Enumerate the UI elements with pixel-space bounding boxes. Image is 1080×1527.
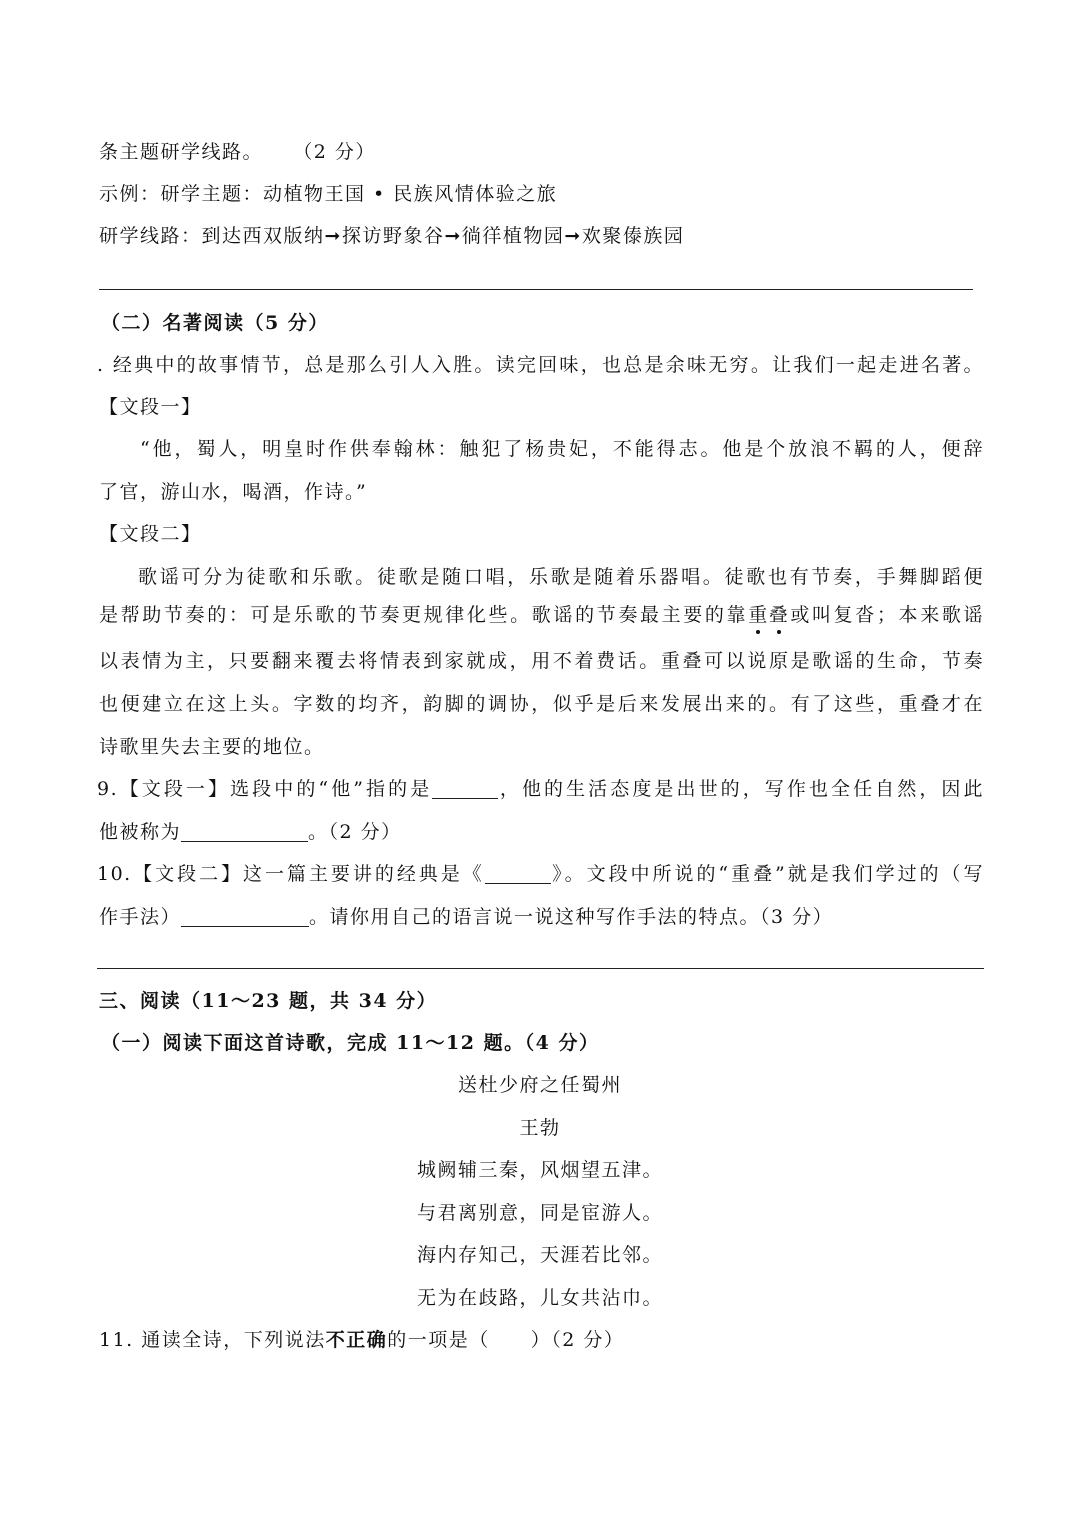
route-prefix: 研学线路：到达西双版纳	[99, 225, 325, 247]
question-text: 11. 通读全诗，下列说法	[99, 1329, 326, 1351]
question-text: 的一项是（ ）（2 分）	[387, 1329, 625, 1351]
answer-blank[interactable]	[485, 863, 551, 884]
segment-two-line: 也便建立在这上头。字数的均齐，韵脚的调协，似乎是后来发展出来的。有了这些，重叠才在	[99, 693, 984, 715]
task-score: （2 分）	[293, 141, 376, 163]
segment-one-title: 【文段一】	[99, 396, 202, 418]
divider	[99, 289, 973, 290]
task-text: 条主题研学线路。	[99, 141, 264, 163]
poem-line: 无为在歧路，儿女共沾巾。	[416, 1287, 663, 1309]
segment-two-line: 歌谣可分为徒歌和乐歌。徒歌是随口唱，乐歌是随着乐器唱。徒歌也有节奏，手舞脚蹈便	[138, 566, 984, 588]
example-line: 示例：研学主题：动植物王国 • 民族风情体验之旅	[99, 183, 558, 205]
divider	[97, 968, 984, 969]
poem-title: 送杜少府之任蜀州	[457, 1074, 622, 1096]
question-text: 作手法）	[99, 906, 182, 928]
poem-author: 王勃	[519, 1117, 561, 1139]
segment-two-text: 是帮助节奏的：可是乐歌的节奏更规律化些。歌谣的节奏最主要的靠	[99, 604, 749, 626]
answer-blank[interactable]	[181, 906, 309, 927]
question-text: 10.【文段二】这一篇主要讲的经典是《	[97, 863, 485, 885]
arrow-right-icon: ➞	[564, 225, 582, 247]
segment-two-line	[99, 603, 984, 627]
question-text: 他被称为	[99, 821, 182, 843]
poem-line: 海内存知己，天涯若比邻。	[416, 1244, 663, 1266]
segment-one-line: “他，蜀人，明皇时作供奉翰林：触犯了杨贵妃，不能得志。他是个放浪不羁的人，便辞	[140, 438, 984, 460]
segment-two-line: 以表情为主，只要翻来覆去将情表到家就成，用不着费话。重叠可以说原是歌谣的生命，节奏	[99, 650, 984, 672]
emphasis-char: 叠	[768, 604, 790, 626]
subsection-heading: （一）阅读下面这首诗歌，完成 11～12 题。（4 分）	[101, 1032, 600, 1054]
question-11-line	[99, 1328, 984, 1352]
emphasis-char: 重	[748, 604, 769, 626]
segment-two-line: 诗歌里失去主要的地位。	[99, 736, 325, 758]
question-9-line	[97, 777, 984, 801]
question-10-line	[99, 905, 984, 929]
question-10-line	[97, 862, 984, 886]
question-text: ，他的生活态度是出世的，写作也全任自然，因此	[498, 778, 984, 800]
route-stop: 探访野象谷	[341, 225, 445, 247]
question-text: 9.【文段一】选段中的“他”指的是	[97, 778, 433, 800]
route-stop: 欢聚傣族园	[581, 225, 685, 247]
question-text: 。（2 分）	[308, 821, 402, 843]
route-line	[99, 224, 984, 248]
route-stop: 徜徉植物园	[461, 225, 565, 247]
segment-two-title: 【文段二】	[99, 523, 202, 545]
arrow-right-icon: ➞	[324, 225, 342, 247]
question-9-line	[99, 820, 984, 844]
section-heading: 三、阅读（11～23 题，共 34 分）	[99, 990, 438, 1012]
question-text: 》。文段中所说的“重叠”就是我们学过的（写	[550, 863, 984, 885]
answer-blank[interactable]	[432, 778, 498, 799]
section-heading: （二）名著阅读（5 分）	[101, 312, 329, 334]
poem-line: 城阙辅三秦，风烟望五津。	[416, 1159, 663, 1181]
segment-two-text: 或叫复沓；本来歌谣	[789, 604, 984, 626]
route-task-line	[99, 140, 984, 164]
segment-one-line: 了官，游山水，喝酒，作诗。”	[99, 481, 368, 503]
arrow-right-icon: ➞	[444, 225, 462, 247]
question-emphasis: 不正确	[325, 1329, 388, 1351]
intro-text: . 经典中的故事情节，总是那么引人入胜。读完回味，也总是余味无穷。让我们一起走进名著。	[97, 354, 984, 376]
question-text: 。请你用自己的语言说一说这种写作手法的特点。（3 分）	[309, 906, 834, 928]
answer-blank[interactable]	[181, 821, 308, 842]
poem-line: 与君离别意，同是宦游人。	[416, 1202, 663, 1224]
